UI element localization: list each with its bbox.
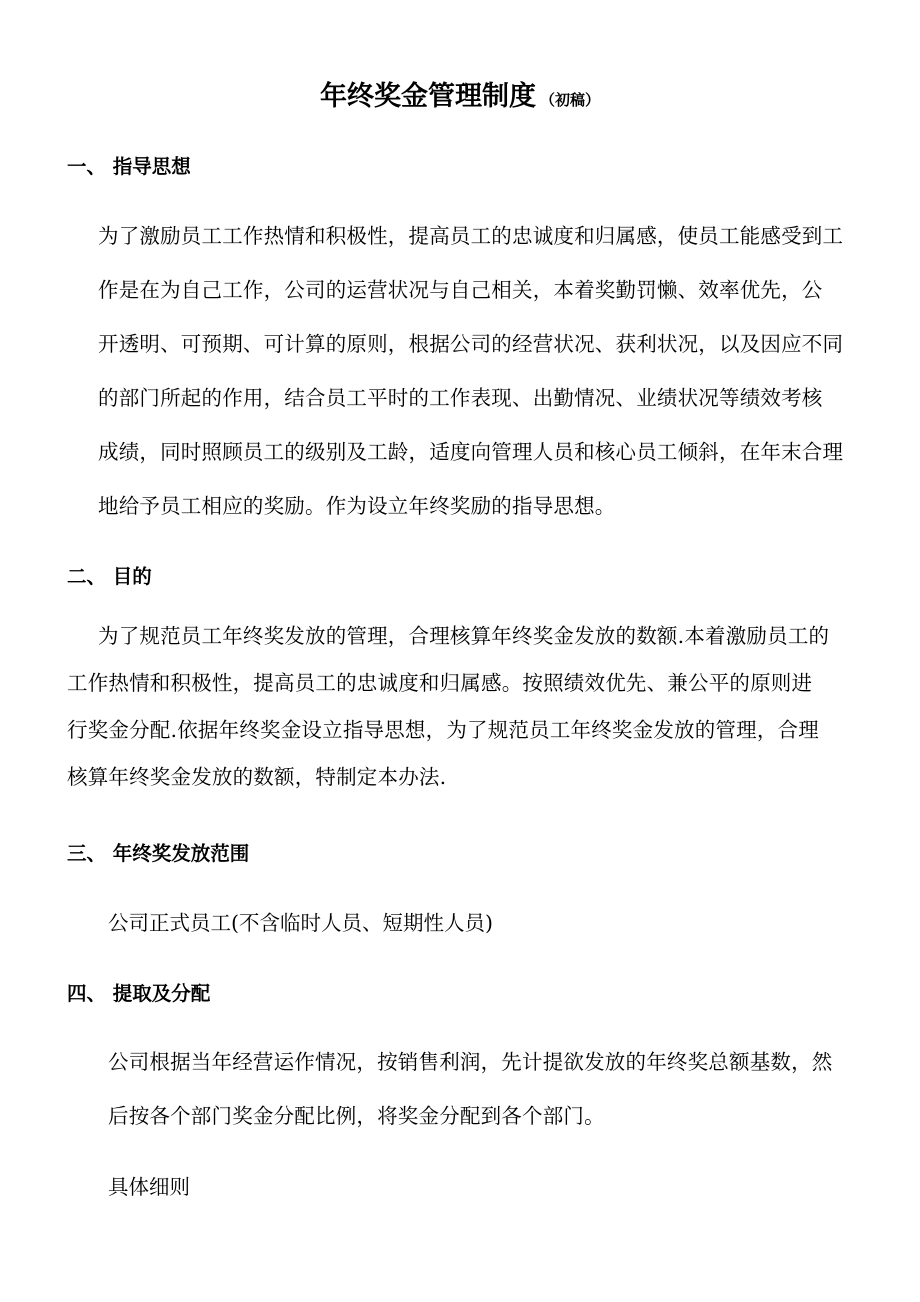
paragraph-line: 为了激励员工工作热情和积极性，提高员工的忠诚度和归属感，使员工能感受到工	[98, 224, 844, 248]
paragraph-line: 行奖金分配.依据年终奖金设立指导思想，为了规范员工年终奖金发放的管理，合理	[67, 718, 819, 742]
paragraph-line: 开透明、可预期、可计算的原则，根据公司的经营状况、获利状况，以及因应不同	[98, 332, 844, 356]
section-body-4	[108, 1035, 833, 1143]
paragraph-line: 为了规范员工年终奖发放的管理，合理核算年终奖金发放的数额.本着激励员工的	[98, 624, 830, 648]
section-body-3: 公司正式员工(不含临时人员、短期性人员)	[108, 911, 493, 935]
section-body-1	[98, 209, 843, 533]
title-main: 年终奖金管理制度	[319, 81, 536, 112]
section-heading-3: 三、 年终奖发放范围	[67, 842, 250, 865]
section-body-2	[67, 613, 829, 801]
section-heading-1: 一、 指导思想	[67, 155, 191, 178]
paragraph-line: 的部门所起的作用，结合员工平时的工作表现、出勤情况、业绩状况等绩效考核	[98, 386, 823, 410]
detail-rules-label: 具体细则	[108, 1175, 190, 1199]
paragraph-line: 成绩，同时照顾员工的级别及工龄，适度向管理人员和核心员工倾斜，在年末合理	[98, 440, 844, 464]
paragraph-line: 公司根据当年经营运作情况，按销售利润，先计提欲发放的年终奖总额基数，然	[108, 1050, 833, 1074]
section-heading-4: 四、 提取及分配	[67, 982, 211, 1005]
document-title	[0, 74, 920, 113]
paragraph-line: 后按各个部门奖金分配比例，将奖金分配到各个部门。	[108, 1104, 605, 1128]
title-draft-note: （初稿）	[539, 91, 600, 109]
paragraph-line: 核算年终奖金发放的数额，特制定本办法.	[67, 765, 447, 789]
paragraph-line: 地给予员工相应的奖励。作为设立年终奖励的指导思想。	[98, 494, 616, 518]
paragraph-line: 工作热情和积极性，提高员工的忠诚度和归属感。按照绩效优先、兼公平的原则进	[67, 671, 813, 695]
section-heading-2: 二、 目的	[67, 565, 152, 588]
paragraph-line: 作是在为自己工作，公司的运营状况与自己相关，本着奖勤罚懒、效率优先，公	[98, 278, 823, 302]
